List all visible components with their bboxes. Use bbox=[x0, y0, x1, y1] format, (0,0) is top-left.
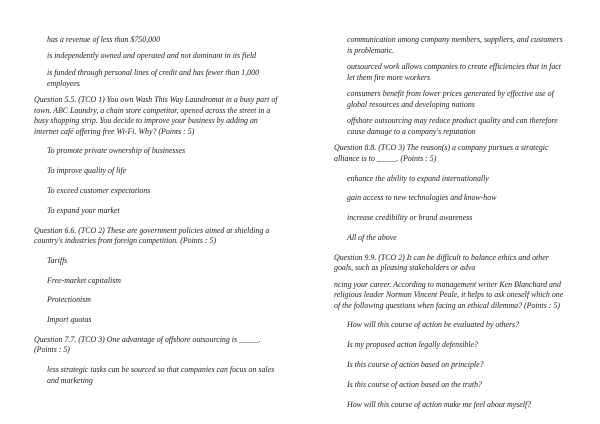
question-9-continued: ncing your career. According to management writer Ken Blanchard and religious leader Norman Vincent Peale, it helps to ask oneself which one of the following questions when facing an ethical dilemma? (Points : 5) bbox=[334, 279, 564, 310]
question-5: Question 5.5. (TCO 1) You own Wash This Way Laundromat in a busy part of town. ABC Laundry, a chain store competitor, opened across the street in a busy shopping strip. You decide to improve your business by adding an internet café offering free Wi-Fi. Why? (Points : 5) bbox=[34, 95, 278, 136]
answer-option: Import quotas bbox=[47, 315, 92, 325]
answer-option: is funded through personal lines of credit and has fewer than 1,000 employees bbox=[47, 67, 260, 88]
answer-option: increase credibility or brand awareness bbox=[347, 213, 473, 223]
question-8: Question 8.8. (TCO 3) The reason(s) a company pursues a strategic alliance is to _____. (Points : 5) bbox=[334, 143, 549, 163]
answer-option: communication among company members, suppliers, and customers is problematic. bbox=[347, 35, 563, 55]
answer-option: Free-market capitalism bbox=[47, 275, 121, 285]
answer-option: gain access to new technologies and know-how bbox=[347, 193, 497, 203]
left-column bbox=[34, 35, 284, 386]
answer-option: All of the above bbox=[347, 232, 397, 242]
answer-option: Is my proposed action legally defensible? bbox=[347, 340, 478, 350]
answer-option: has a revenue of less than $750,000 bbox=[47, 35, 161, 44]
question-7: Question 7.7. (TCO 3) One advantage of offshore outsourcing is _____. (Points : 5) bbox=[34, 334, 261, 355]
right-column bbox=[334, 35, 568, 419]
answer-option: To improve quality of life bbox=[47, 166, 127, 176]
answer-option: Tariffs bbox=[47, 255, 68, 265]
question-6: Question 6.6. (TCO 2) These are government policies aimed at shielding a country's industries from foreign competition. (Points : 5) bbox=[34, 225, 270, 246]
answer-option: Is this course of action based on the truth? bbox=[347, 379, 483, 389]
answer-option: To expand your market bbox=[47, 205, 120, 215]
answer-option: To promote private ownership of businesses bbox=[47, 146, 186, 156]
answer-option: How will this course of action be evaluated by others? bbox=[347, 320, 520, 330]
answer-option: To exceed customer expectations bbox=[47, 185, 151, 195]
answer-option: How will this course of action make me feel about myself? bbox=[347, 399, 532, 409]
answer-option: Is this course of action based on principle? bbox=[347, 360, 484, 370]
answer-option: less strategic tasks can be sourced so that companies can focus on sales and marketing bbox=[47, 365, 275, 385]
answer-option: consumers benefit from lower prices generated by effective use of global resources and developing nations bbox=[347, 89, 554, 109]
question-9: Question 9.9. (TCO 2) It can be difficult to balance ethics and other goals, such as pleasing stakeholders or adva bbox=[334, 252, 549, 273]
answer-option: offshore outsourcing may reduce product quality and can therefore cause damage to a company's reputation bbox=[347, 116, 558, 136]
answer-option: outsourced work allows companies to create efficiencies that in fact let them fire more workers bbox=[347, 62, 561, 82]
answer-option: Protectionism bbox=[47, 295, 91, 305]
answer-option: enhance the ability to expand internationally bbox=[347, 173, 489, 183]
answer-option: is independently owned and operated and not dominant in its field bbox=[47, 51, 257, 61]
